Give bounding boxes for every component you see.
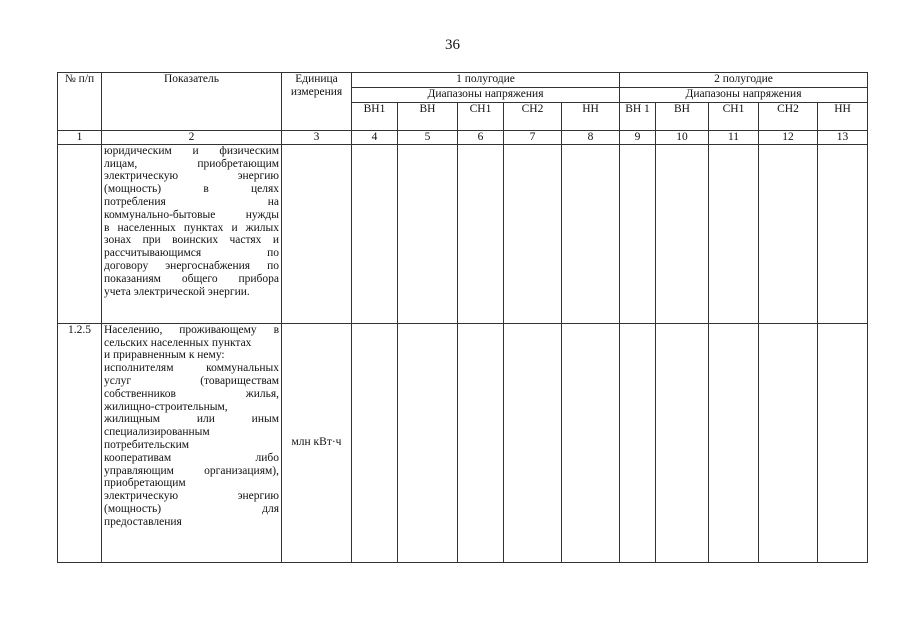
- indicator-line: потребления на: [104, 195, 279, 208]
- column-number: 2: [102, 131, 282, 145]
- indicator-line: электрическую энергию: [104, 170, 279, 183]
- column-number: 6: [458, 131, 504, 145]
- indicator-line: показаниям общего прибора: [104, 272, 279, 285]
- header-row-halves: [58, 73, 868, 88]
- header-col: СН2: [504, 103, 562, 131]
- header-ranges-2: Диапазоны напряжения: [620, 88, 868, 103]
- indicator-line: исполнителям коммунальных: [104, 362, 279, 375]
- indicator-line: зонах при воинских частях и: [104, 234, 279, 247]
- value-cell: [620, 323, 656, 562]
- indicator-line: договору энергоснабжения по: [104, 259, 279, 272]
- header-num: № п/п: [58, 73, 102, 131]
- indicator-line: учета электрической энергии.: [104, 285, 250, 298]
- value-cell: [352, 323, 398, 562]
- row-unit: [282, 144, 352, 323]
- page-number: 36: [445, 37, 460, 53]
- column-number: 7: [504, 131, 562, 145]
- indicator-line: лицам, приобретающим: [104, 157, 279, 170]
- header-col: ВН: [656, 103, 709, 131]
- indicator-line: (мощность) для: [104, 502, 279, 515]
- indicator-line: и приравненным к нему:: [104, 349, 225, 362]
- value-cell: [458, 323, 504, 562]
- value-cell: [818, 144, 868, 323]
- value-cell: [709, 144, 759, 323]
- row-indicator: [102, 323, 282, 562]
- header-col: НН: [818, 103, 868, 131]
- indicator-line: рассчитывающимся по: [104, 247, 279, 260]
- value-cell: [562, 144, 620, 323]
- row-indicator: [102, 144, 282, 323]
- value-cell: [504, 144, 562, 323]
- value-cell: [458, 144, 504, 323]
- column-number: 5: [398, 131, 458, 145]
- indicator-line: приобретающим: [104, 477, 186, 490]
- column-number: 3: [282, 131, 352, 145]
- indicator-line: в населенных пунктах и жилых: [104, 221, 279, 234]
- header-col: ВН: [398, 103, 458, 131]
- column-number: 10: [656, 131, 709, 145]
- column-number: 13: [818, 131, 868, 145]
- table-row: [58, 323, 868, 562]
- indicator-line: жилищно-строительным,: [104, 400, 228, 413]
- indicator-line: предоставления: [104, 515, 182, 528]
- column-number: 11: [709, 131, 759, 145]
- indicator-line: услуг (товариществам: [104, 374, 279, 387]
- value-cell: [398, 323, 458, 562]
- column-number-row: [58, 131, 868, 145]
- value-cell: [620, 144, 656, 323]
- indicator-line: сельских населенных пунктах: [104, 336, 252, 349]
- header-col: СН2: [759, 103, 818, 131]
- row-unit: млн кВт·ч: [282, 323, 352, 562]
- header-unit: Единица измерения: [282, 73, 352, 131]
- value-cell: [562, 323, 620, 562]
- header-col: НН: [562, 103, 620, 131]
- indicator-line: потребительским: [104, 438, 190, 451]
- header-col: СН1: [458, 103, 504, 131]
- value-cell: [398, 144, 458, 323]
- indicator-line: юридическим и физическим: [104, 144, 279, 157]
- indicator-line: специализированным: [104, 426, 210, 439]
- indicator-line: управляющим организациям),: [104, 464, 279, 477]
- indicator-line: собственников жилья,: [104, 387, 279, 400]
- indicator-line: коммунально-бытовые нужды: [104, 208, 279, 221]
- table-row: [58, 144, 868, 323]
- row-number: [58, 144, 102, 323]
- indicator-line: электрическую энергию: [104, 490, 279, 503]
- header-col: СН1: [709, 103, 759, 131]
- value-cell: [656, 144, 709, 323]
- row-number: 1.2.5: [58, 323, 102, 562]
- header-half-1: 1 полугодие: [352, 73, 620, 88]
- value-cell: [656, 323, 709, 562]
- header-col: ВН 1: [620, 103, 656, 131]
- indicator-line: кооперативам либо: [104, 451, 279, 464]
- column-number: 9: [620, 131, 656, 145]
- indicator-line: жилищным или иным: [104, 413, 279, 426]
- header-ranges-1: Диапазоны напряжения: [352, 88, 620, 103]
- column-number: 4: [352, 131, 398, 145]
- header-indicator: Показатель: [102, 73, 282, 131]
- value-cell: [759, 144, 818, 323]
- value-cell: [818, 323, 868, 562]
- indicator-line: Населению, проживающему в: [104, 323, 279, 336]
- header-col: ВН1: [352, 103, 398, 131]
- column-number: 12: [759, 131, 818, 145]
- value-cell: [352, 144, 398, 323]
- column-number: 8: [562, 131, 620, 145]
- header-half-2: 2 полугодие: [620, 73, 868, 88]
- indicator-line: (мощность) в целях: [104, 183, 279, 196]
- value-cell: [709, 323, 759, 562]
- column-number: 1: [58, 131, 102, 145]
- value-cell: [504, 323, 562, 562]
- tariff-table: [57, 72, 868, 563]
- value-cell: [759, 323, 818, 562]
